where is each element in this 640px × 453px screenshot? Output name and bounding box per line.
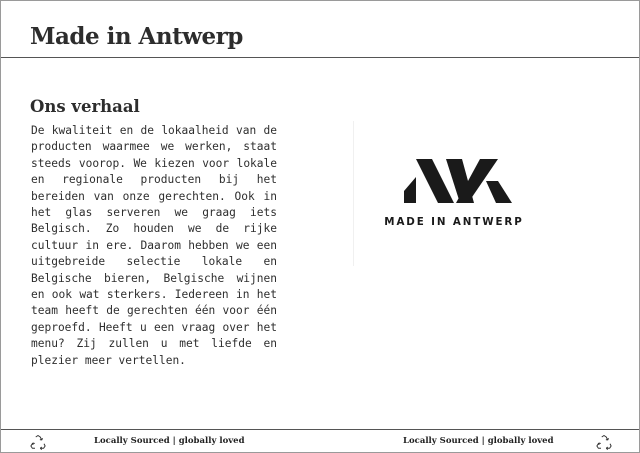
page-title: Made in Antwerp [30, 23, 243, 50]
story-title: Ons verhaal [30, 97, 140, 116]
monogram-icon [402, 157, 514, 205]
footer-tagline-right: Locally Sourced | globally loved [403, 436, 554, 446]
logo [353, 121, 584, 266]
footer-tagline-left: Locally Sourced | globally loved [94, 436, 245, 446]
recycle-icon [29, 434, 47, 452]
story-body: De kwaliteit en de lokaalheid van de producten waarmee we werken, staat steeds voorop. We kiezen voor lokale en regionale producten bij het bereiden van onze gerechten. Ook in het glas serveren we graag iets Belgisch. Zo houden we de rijke cultuur in ere. Daarom hebben we een uitgebreide selectie lokale en Belgische bieren, Belgische wijnen en ook wat sterkers. Iedereen in het team heeft de gerechten één voor één geproefd. Heeft u een vraag over het menu? Zij zullen u met liefde en plezier meer vertellen. [31, 124, 277, 367]
page-header [1, 1, 639, 58]
page-footer [1, 429, 639, 453]
recycle-icon [595, 434, 613, 452]
logo-wordmark: MADE IN ANTWERP [384, 216, 524, 228]
